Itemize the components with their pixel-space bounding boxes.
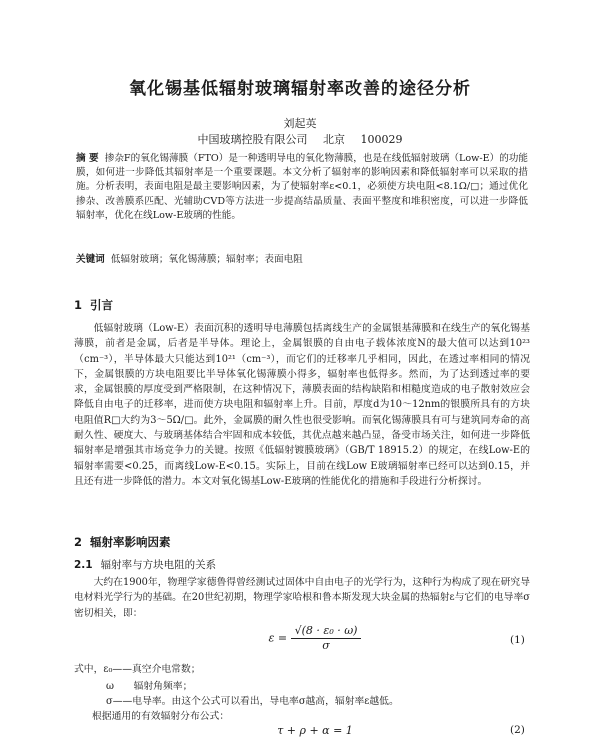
equation-1-lhs: ε = — [268, 631, 288, 645]
subsection-2-1-heading — [74, 557, 216, 572]
keywords — [76, 253, 528, 267]
equation-2: τ + ρ + α = 1 — [277, 724, 353, 737]
abstract-text: 掺杂F的氧化锡薄膜（FTO）是一种透明导电的氧化物薄膜，也是在线低辐射玻璃（Low-E）的功能膜，如何进一步降低其辐射率是一个重要课题。本文分析了辐射率的影响因素和降低辐射率可以采取的措施。分析表明，表面电阻是最主要影响因素，为了使辐射率ε<0.1，必须使方块电阻<8.1Ω/□；通过优化掺杂、改善膜系匹配、光辅助CVD等方法进一步提高结晶质量、表面平整度和堆积密度，可以进一步降低辐射率，优化在线Low-E玻璃的性能。 — [76, 153, 529, 221]
abstract — [76, 152, 528, 223]
paper-title: 氧化锡基低辐射玻璃辐射率改善的途径分析 — [129, 79, 471, 99]
section-2-number: 2 — [74, 535, 83, 549]
section-2-paragraph: 大约在1900年，物理学家德鲁得曾经测试过固体中自由电子的光学行为，这种行为构成了现在研究导电材料光学行为的基础。在20世纪初期，物理学家哈根和鲁本斯发现大块金属的热辐射ε与它们的电导率σ密切相关，即： — [74, 577, 530, 619]
definition-omega: ω 辐射角频率； — [106, 681, 193, 692]
definition-epsilon0: 式中，ε₀——真空介电常数； — [74, 664, 201, 675]
keywords-text: 低辐射玻璃；氧化锡薄膜；辐射率；表面电阻 — [110, 254, 303, 265]
abstract-label: 摘 要 — [76, 153, 99, 164]
affiliation — [0, 131, 600, 147]
section-1-number: 1 — [74, 298, 83, 312]
section-2-title: 辐射率影响因素 — [90, 535, 171, 549]
section-1-heading — [74, 297, 113, 313]
subsection-2-1-title: 辐射率与方块电阻的关系 — [100, 559, 217, 571]
equation-1-numerator: √(8 · ε₀ · ω) — [291, 624, 362, 639]
affiliation-city: 北京 — [323, 133, 345, 146]
subsection-2-1-number: 2.1 — [74, 559, 93, 571]
equation-1-denominator: σ — [322, 639, 330, 652]
section-1-paragraph: 低辐射玻璃（Low-E）表面沉积的透明导电薄膜包括离线生产的金属银基薄膜和在线生产的氧化锡基薄膜，前者是金属，后者是半导体。理论上，金属银膜的自由电子载体浓度N的最大值可以达到10²³（cm⁻³），半导体最大只能达到10²¹（cm⁻³），而它们的迁移率几乎相同，因此，在透过率相同的情况下，金属银膜的方块电阻要比半导体氧化锡薄膜小得多，辐射率也低得多。然而，为了达到透过率的要求，金属银膜的厚度受到严格限制，在这种情况下，薄膜表面的结构缺陷和相糙度造成的电子散射效应会降低自由电子的迁移率，进而使方块电阻和辐射率上升。目前，厚度d为10～12nm的银膜所具有的方块电阻值R□大约为3～5Ω/□。此外，金属膜的耐久性也很受影响。而氧化锡薄膜具有可与建筑同寿命的高耐久性、硬度大、与玻璃基体结合牢固和成本较低，其优点越来越凸显，备受市场关注，如何进一步降低辐射率是增强其市场竞争力的关键。按照《低辐射镀膜玻璃》（GB/T 18915.2）的规定，在线Low-E的辐射率需要<0.25，而离线Low-E<0.15。实际上，目前在线Low E玻璃辐射率已经可以达到0.15，并且还有进一步降低的潜力。本文对氧化锡基Low-E玻璃的性能优化的措施和手段进行分析探讨。 — [74, 323, 530, 487]
formula-intro: 根据通用的有效辐射分布公式： — [92, 711, 230, 722]
definition-sigma: σ——电导率。由这个公式可以看出，导电率σ越高，辐射率ε越低。 — [106, 696, 399, 707]
affiliation-org: 中国玻璃控股有限公司 — [197, 133, 308, 146]
section-2-heading — [74, 534, 171, 550]
equation-2-number: (2) — [510, 724, 525, 736]
keywords-label: 关键词 — [76, 254, 105, 265]
section-1-title: 引言 — [90, 298, 114, 312]
affiliation-zip: 100029 — [360, 133, 403, 146]
equation-1 — [250, 624, 380, 652]
equation-1-number: (1) — [510, 634, 525, 646]
author: 刘起英 — [283, 117, 317, 130]
